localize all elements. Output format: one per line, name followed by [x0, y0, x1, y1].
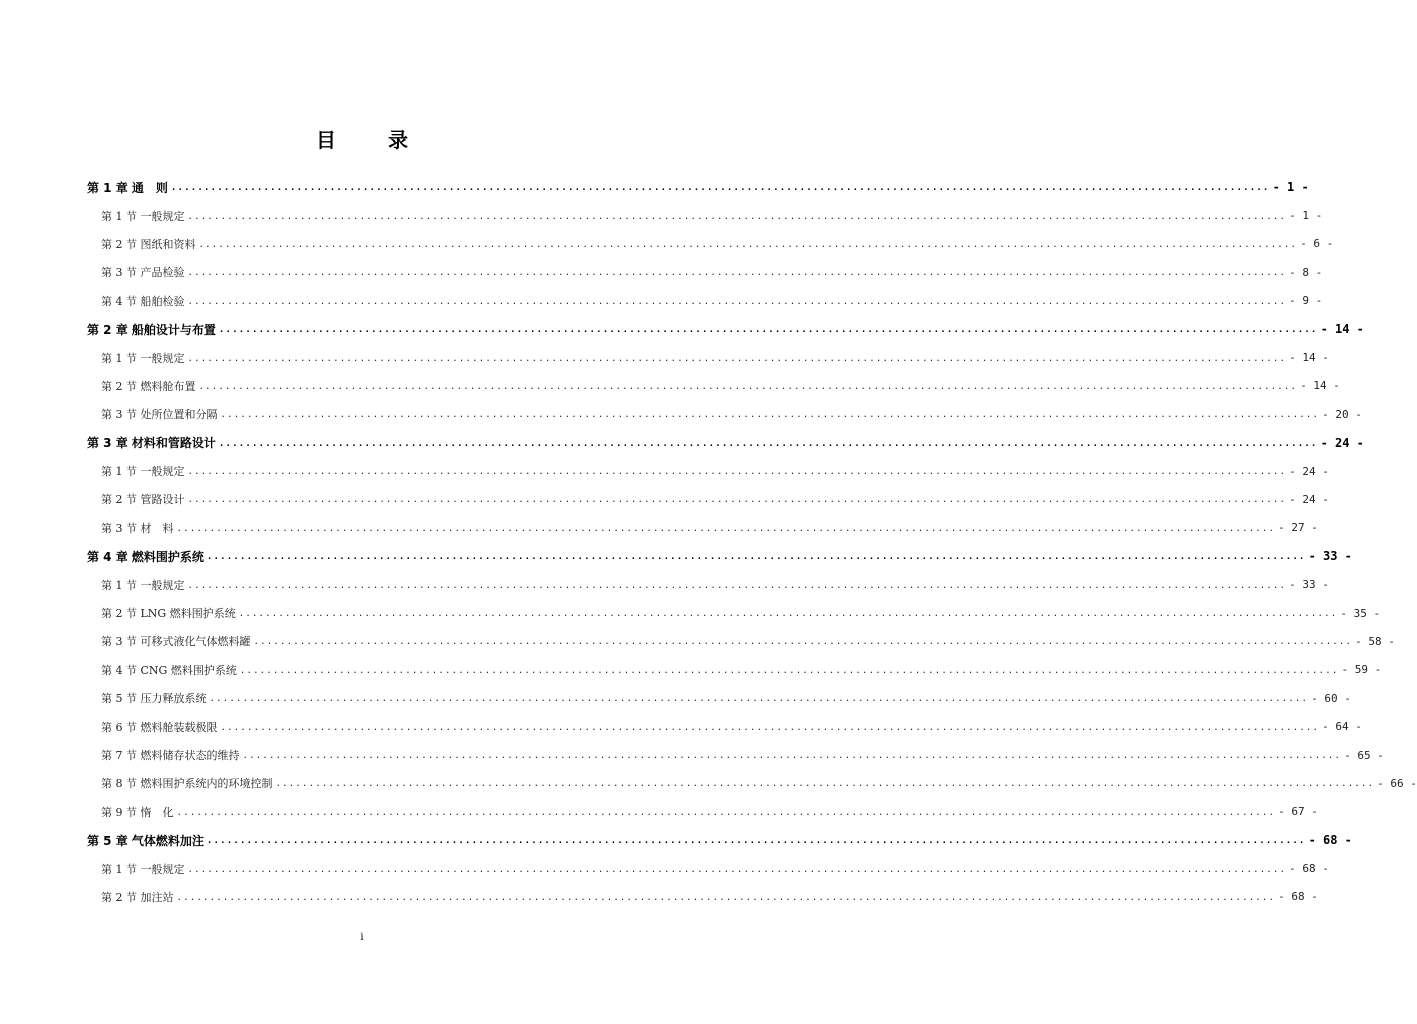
toc-entry-page: - 1 -	[1272, 180, 1309, 195]
toc-entry-page: - 33 -	[1289, 578, 1329, 592]
toc-section-entry[interactable]	[87, 514, 1318, 542]
toc-entry-label: 第 3 节 材 料	[101, 521, 174, 535]
toc-entry-page: - 60 -	[1311, 691, 1351, 705]
toc-chapter-entry[interactable]	[87, 429, 1364, 457]
toc-entry-page: - 64 -	[1322, 720, 1362, 734]
toc-leader-dots: ......................................................................................................................................................................	[239, 665, 1339, 676]
toc-section-entry[interactable]	[87, 343, 1329, 371]
toc-leader-dots: ......................................................................................................................................................................	[220, 722, 1320, 733]
toc-chapter-entry[interactable]	[87, 315, 1364, 343]
toc-entry-label: 第 7 节 燃料储存状态的维持	[101, 749, 240, 762]
toc-entry-page: - 14 -	[1289, 351, 1329, 365]
toc-leader-dots: ......................................................................................................................................................................	[187, 211, 1287, 222]
toc-entry-page: - 1 -	[1289, 209, 1323, 223]
toc-entry-label: 第 1 章 通 则	[87, 180, 168, 195]
toc-leader-dots: ......................................................................................................................................................................	[187, 467, 1287, 478]
toc-entry-label: 第 1 节 一般规定	[101, 209, 185, 223]
toc-entry-label: 第 3 节 可移式液化气体燃料罐	[101, 635, 251, 649]
toc-leader-dots: ......................................................................................................................................................................	[176, 523, 1276, 534]
toc-leader-dots: ......................................................................................................................................................................	[170, 183, 1270, 194]
toc-entry-label: 第 1 节 一般规定	[101, 862, 185, 876]
toc-entry-label: 第 1 节 一般规定	[101, 465, 185, 479]
toc-section-entry[interactable]	[87, 201, 1323, 229]
toc-chapter-entry[interactable]	[87, 173, 1309, 201]
toc-section-entry[interactable]	[87, 457, 1329, 485]
toc-entry-label: 第 2 节 管路设计	[101, 493, 185, 507]
toc-entry-label: 第 5 节 压力释放系统	[101, 692, 207, 706]
toc-entry-page: - 68 -	[1278, 890, 1318, 904]
toc-entry-label: 第 2 节 LNG 燃料围护系统	[101, 607, 236, 621]
toc-entry-page: - 68 -	[1308, 833, 1352, 848]
toc-entry-page: - 8 -	[1289, 265, 1323, 279]
toc-section-entry[interactable]	[87, 372, 1340, 400]
toc-entry-page: - 35 -	[1340, 606, 1381, 620]
toc-entry-label: 第 2 节 图纸和资料	[101, 237, 196, 251]
toc-section-entry[interactable]	[87, 769, 1417, 797]
toc-entry-label: 第 1 节 一般规定	[101, 578, 185, 592]
toc-leader-dots: ......................................................................................................................................................................	[275, 779, 1375, 790]
toc-section-entry[interactable]	[87, 883, 1318, 911]
toc-entry-label: 第 9 节 惰 化	[101, 805, 174, 819]
toc-entry-page: - 24 -	[1289, 464, 1329, 478]
toc-entry-page: - 6 -	[1300, 237, 1334, 251]
toc-leader-dots: ......................................................................................................................................................................	[206, 836, 1306, 847]
toc-entry-label: 第 3 节 处所位置和分隔	[101, 408, 218, 422]
toc-entry-page: - 67 -	[1278, 805, 1318, 819]
toc-section-entry[interactable]	[87, 400, 1362, 428]
toc-section-entry[interactable]	[87, 712, 1362, 740]
toc-section-entry[interactable]	[87, 684, 1351, 712]
toc-leader-dots: ......................................................................................................................................................................	[253, 637, 1353, 648]
toc-leader-dots: ......................................................................................................................................................................	[242, 751, 1342, 761]
toc-leader-dots: ......................................................................................................................................................................	[198, 239, 1298, 250]
toc-leader-dots: ......................................................................................................................................................................	[187, 296, 1287, 307]
toc-entry-page: - 20 -	[1322, 407, 1362, 421]
toc-leader-dots: ......................................................................................................................................................................	[187, 580, 1287, 591]
toc-leader-dots: ......................................................................................................................................................................	[238, 609, 1338, 620]
toc-leader-dots: ......................................................................................................................................................................	[209, 694, 1309, 705]
toc-entry-page: - 14 -	[1300, 379, 1340, 393]
toc-entry-label: 第 5 章 气体燃料加注	[87, 833, 204, 848]
toc-chapter-entry[interactable]	[87, 826, 1352, 854]
toc-section-entry[interactable]	[87, 798, 1318, 826]
toc-leader-dots: ......................................................................................................................................................................	[187, 268, 1287, 279]
toc-entry-page: - 58 -	[1355, 634, 1395, 648]
toc-leader-dots: ......................................................................................................................................................................	[206, 552, 1306, 563]
toc-section-entry[interactable]	[87, 485, 1329, 513]
toc-entry-page: - 14 -	[1320, 322, 1364, 337]
toc-entry-page: - 27 -	[1278, 521, 1318, 535]
toc-section-entry[interactable]	[87, 570, 1329, 598]
toc-entry-label: 第 4 章 燃料围护系统	[87, 549, 204, 564]
toc-section-entry[interactable]	[87, 287, 1323, 315]
toc-entry-page: - 65 -	[1344, 748, 1384, 762]
toc-section-entry[interactable]	[87, 230, 1334, 258]
toc-entry-label: 第 2 节 燃料舱布置	[101, 379, 196, 393]
toc-entry-label: 第 1 节 一般规定	[101, 351, 185, 365]
toc-entry-page: - 68 -	[1289, 862, 1329, 876]
toc-entry-label: 第 2 节 加注站	[101, 890, 174, 904]
toc-leader-dots: ......................................................................................................................................................................	[218, 438, 1318, 449]
toc-entry-label: 第 4 节 CNG 燃料围护系统	[101, 663, 237, 677]
page-title: 目 录	[316, 128, 424, 152]
table-of-contents	[87, 173, 1417, 911]
page-number: i	[360, 932, 364, 943]
toc-leader-dots: ......................................................................................................................................................................	[187, 495, 1287, 506]
toc-entry-label: 第 3 章 材料和管路设计	[87, 436, 216, 451]
toc-leader-dots: ......................................................................................................................................................................	[220, 410, 1320, 421]
toc-entry-label: 第 2 章 船舶设计与布置	[87, 322, 216, 337]
toc-section-entry[interactable]	[87, 854, 1329, 882]
toc-section-entry[interactable]	[87, 656, 1382, 684]
toc-leader-dots: ......................................................................................................................................................................	[187, 864, 1287, 875]
toc-leader-dots: ......................................................................................................................................................................	[176, 807, 1276, 818]
toc-entry-page: - 9 -	[1289, 294, 1323, 308]
toc-entry-label: 第 4 节 船舶检验	[101, 294, 185, 308]
toc-entry-page: - 24 -	[1320, 435, 1364, 450]
toc-leader-dots: ......................................................................................................................................................................	[198, 381, 1298, 392]
toc-entry-page: - 33 -	[1308, 549, 1352, 564]
toc-entry-label: 第 6 节 燃料舱装载极限	[101, 720, 218, 734]
toc-entry-label: 第 3 节 产品检验	[101, 266, 185, 280]
toc-leader-dots: ......................................................................................................................................................................	[187, 353, 1287, 364]
toc-leader-dots: ......................................................................................................................................................................	[218, 325, 1318, 336]
toc-section-entry[interactable]	[87, 258, 1323, 286]
toc-entry-label: 第 8 节 燃料围护系统内的环境控制	[101, 777, 273, 791]
toc-entry-page: - 24 -	[1289, 492, 1329, 506]
toc-entry-page: - 59 -	[1341, 663, 1382, 677]
toc-chapter-entry[interactable]	[87, 542, 1352, 570]
toc-section-entry[interactable]	[87, 741, 1384, 769]
toc-leader-dots: ......................................................................................................................................................................	[176, 892, 1276, 903]
toc-section-entry[interactable]	[87, 599, 1381, 627]
toc-entry-page: - 66 -	[1377, 776, 1417, 790]
toc-section-entry[interactable]	[87, 627, 1395, 655]
